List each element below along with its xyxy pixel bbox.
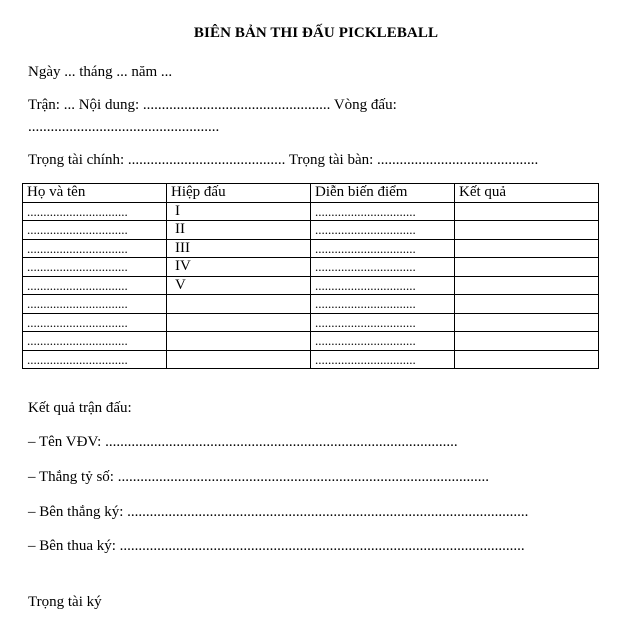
name-cell: ............................... <box>23 295 167 314</box>
score-cell: ............................... <box>311 239 455 258</box>
table-row <box>23 221 599 240</box>
result-cell <box>455 350 599 369</box>
athlete-name-line: – Tên VĐV: .............................................................................................. <box>28 434 458 450</box>
referee-signature-label: Trọng tài ký <box>28 594 102 610</box>
match-line: Trận: ... Nội dung: .................................................. Vòng đấu: <box>28 97 397 113</box>
table-row <box>23 313 599 332</box>
set-cell: II <box>167 221 311 240</box>
loser-sign-line: – Bên thua ký: ............................................................................................................ <box>28 538 525 554</box>
header-result: Kết quả <box>455 184 599 203</box>
result-cell <box>455 332 599 351</box>
set-cell: IV <box>167 258 311 277</box>
score-table <box>22 183 599 369</box>
referee-line: Trọng tài chính: .......................................... Trọng tài bàn: ........................................... <box>28 152 539 168</box>
result-cell <box>455 202 599 221</box>
score-cell: ............................... <box>311 276 455 295</box>
winner-sign-line: – Bên thắng ký: ........................................................................................................... <box>28 504 529 520</box>
set-cell <box>167 332 311 351</box>
name-cell: ............................... <box>23 276 167 295</box>
result-cell <box>455 258 599 277</box>
table-row <box>23 239 599 258</box>
set-cell: I <box>167 202 311 221</box>
name-cell: ............................... <box>23 221 167 240</box>
set-cell: III <box>167 239 311 258</box>
name-cell: ............................... <box>23 258 167 277</box>
result-cell <box>455 276 599 295</box>
score-cell: ............................... <box>311 258 455 277</box>
score-cell: ............................... <box>311 221 455 240</box>
set-cell <box>167 350 311 369</box>
score-cell: ............................... <box>311 332 455 351</box>
result-cell <box>455 313 599 332</box>
result-cell <box>455 221 599 240</box>
table-header-row <box>23 184 599 203</box>
score-cell: ............................... <box>311 295 455 314</box>
table-row <box>23 258 599 277</box>
result-cell <box>455 295 599 314</box>
score-cell: ............................... <box>311 350 455 369</box>
set-cell <box>167 295 311 314</box>
name-cell: ............................... <box>23 202 167 221</box>
win-score-line: – Thắng tỷ số: ................................................................................................... <box>28 469 489 485</box>
match-line-continuation: ................................................... <box>28 119 220 135</box>
score-cell: ............................... <box>311 202 455 221</box>
name-cell: ............................... <box>23 332 167 351</box>
name-cell: ............................... <box>23 350 167 369</box>
results-heading: Kết quả trận đấu: <box>28 400 132 416</box>
name-cell: ............................... <box>23 313 167 332</box>
set-cell: V <box>167 276 311 295</box>
table-row <box>23 332 599 351</box>
score-cell: ............................... <box>311 313 455 332</box>
result-cell <box>455 239 599 258</box>
table-row <box>23 202 599 221</box>
header-score-progress: Diễn biến điểm <box>311 184 455 203</box>
document-title: BIÊN BẢN THI ĐẤU PICKLEBALL <box>193 25 439 41</box>
header-set: Hiệp đấu <box>167 184 311 203</box>
table-row <box>23 276 599 295</box>
name-cell: ............................... <box>23 239 167 258</box>
header-name: Họ và tên <box>23 184 167 203</box>
table-row <box>23 295 599 314</box>
date-line: Ngày ... tháng ... năm ... <box>28 64 173 80</box>
table-row <box>23 350 599 369</box>
set-cell <box>167 313 311 332</box>
